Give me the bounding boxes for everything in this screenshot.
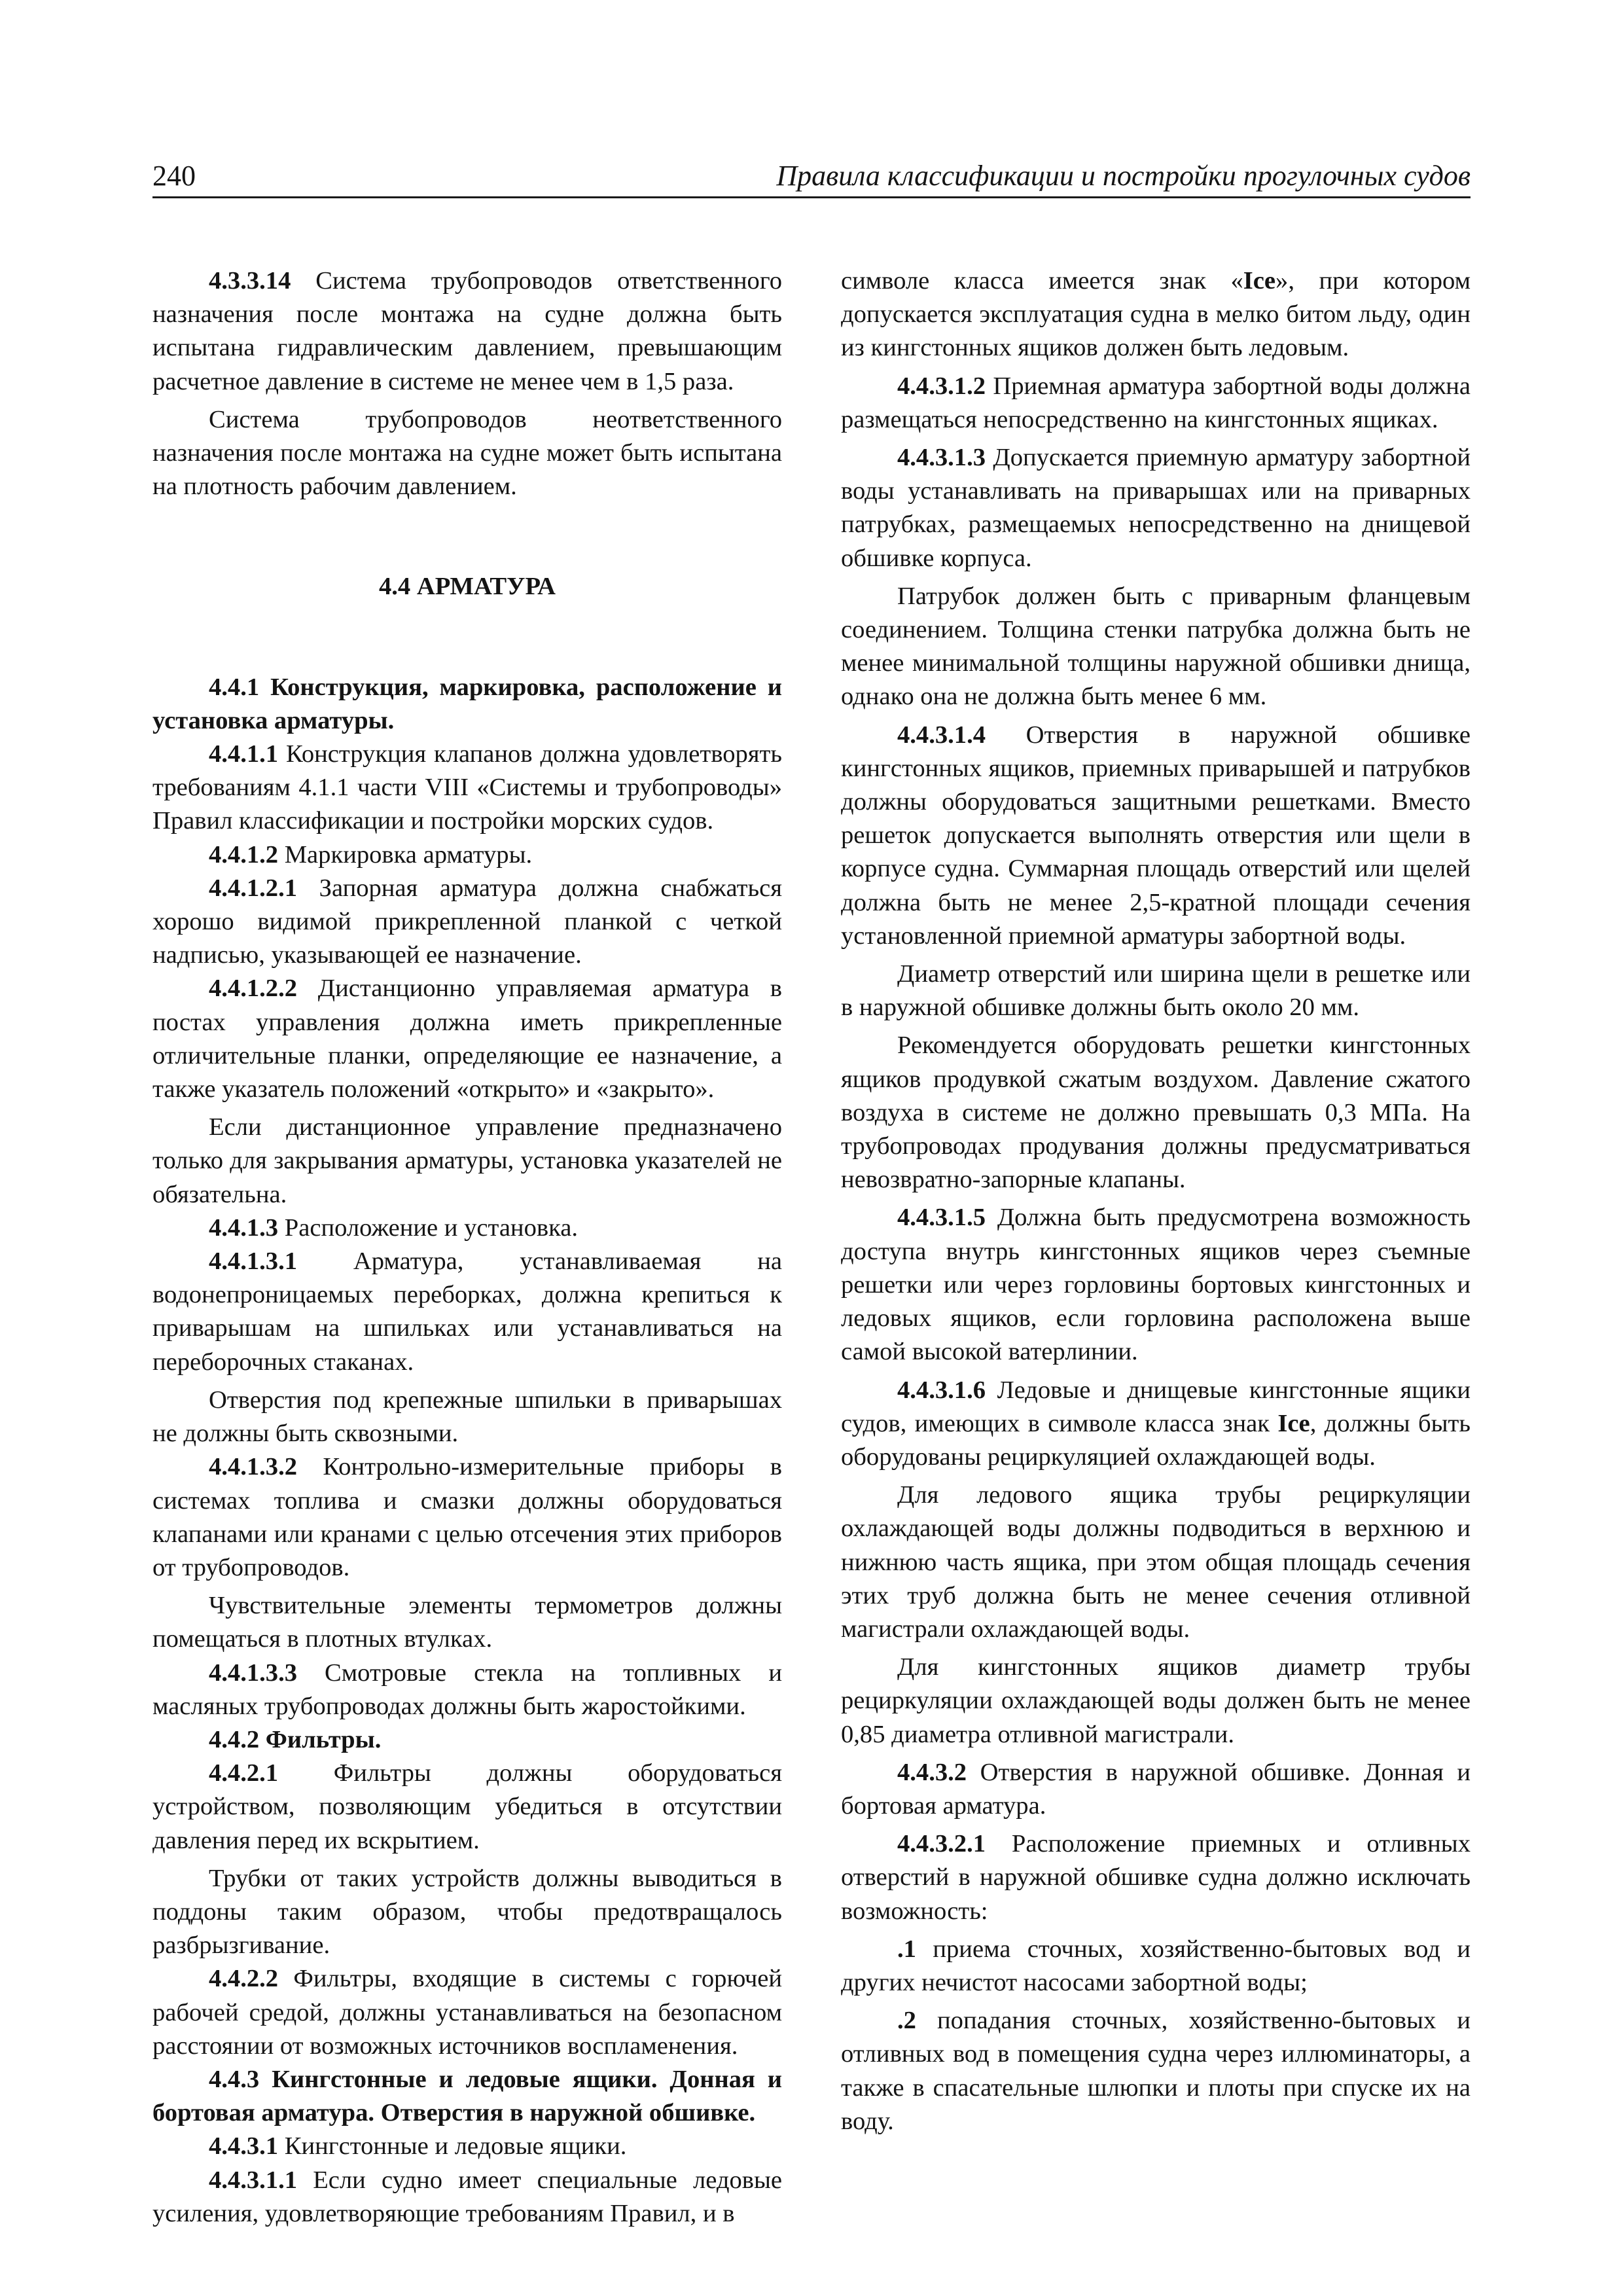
- clause-text: Если судно имеет специальные ледовые усиления, удовлетворяющие требованиям Правил, и в: [152, 2166, 782, 2227]
- paragraph: [152, 1384, 782, 1450]
- clause-4-4-2-1: [152, 1757, 782, 1857]
- list-item: [841, 2004, 1471, 2138]
- clause-text: Арматура, устанавливаемая на водонепроницаемых переборках, должна крепиться к приварышам на шпильках или устанавливаться на переборочных стаканах.: [152, 1247, 782, 1376]
- clause-number: 4.4.2.1: [209, 1759, 279, 1787]
- clause-text: Фильтры, входящие в системы с горючей рабочей средой, должны устанавливаться на безопасном расстоянии от возможных источников воспламенения.: [152, 1965, 782, 2060]
- clause-4-4-3-1: [152, 2130, 782, 2163]
- clause-4-4-1-1: [152, 738, 782, 838]
- clause-text: Отверстия в наружной обшивке кингстонных ящиков, приемных приварышей и патрубков должны оборудоваться защитными решетками. Вместо решеток допускается выполнять отверстия или щели в корпусе судна. Суммарная площадь отверстий или щелей должна быть не менее 2,5-кратной площади сечения установленной приемной арматуры забортной воды.: [841, 721, 1471, 950]
- paragraph: [152, 1589, 782, 1656]
- clause-4-4-3-1-6: [841, 1374, 1471, 1475]
- paragraph-text: Трубки от таких устройств должны выводиться в поддоны таким образом, чтобы предотвращалось разбрызгивание.: [152, 1864, 782, 1960]
- clause-4-4-3-1-1: [152, 2164, 782, 2231]
- page-header: [152, 157, 1471, 198]
- clause-number: 4.4.1.1: [209, 740, 279, 768]
- clause-4-4-2-2: [152, 1962, 782, 2063]
- paragraph-text: Для ледового ящика трубы рециркуляции охлаждающей воды должны подводиться в верхнюю и нижнюю часть ящика, при этом общая площадь сечения этих труб должна быть не менее сечения отливной магистрали охлаждающей воды.: [841, 1481, 1471, 1643]
- paragraph-text: Патрубок должен быть с приварным фланцевым соединением. Толщина стенки патрубка должна быть не менее минимальной толщины наружной обшивки днища, однако она не должна быть менее 6 мм.: [841, 582, 1471, 711]
- section-title: 4.4 АРМАТУРА: [379, 573, 556, 601]
- list-item-text: попадания сточных, хозяйственно-бытовых и отливных вод в помещения судна через иллюминаторы, а также в спасательные шлюпки и плоты при спуске их на воду.: [841, 2007, 1471, 2135]
- clause-number: 4.4.3.1.4: [897, 721, 986, 749]
- paragraph-text: Чувствительные элементы термометров должны помещаться в плотных втулках.: [152, 1592, 782, 1653]
- clause-4-4-1-3-3: [152, 1657, 782, 1723]
- paragraph: [841, 1651, 1471, 1751]
- clause-4-4-1-2-1: [152, 872, 782, 973]
- paragraph-text: Система трубопроводов неответственного назначения после монтажа на судне может быть испытана на плотность рабочим давлением.: [152, 405, 782, 501]
- clause-4-4-3-1-3: [841, 441, 1471, 575]
- clause-number: 4.4.3.1.1: [209, 2166, 298, 2194]
- clause-number: 4.3.3.14: [209, 267, 291, 295]
- clause-number: 4.4.1.3: [209, 1213, 279, 1242]
- clause-text: Приемная арматура забортной воды должна размещаться непосредственно на кингстонных ящиках.: [841, 372, 1471, 433]
- clause-text: Отверстия в наружной обшивке. Донная и бортовая арматура.: [841, 1758, 1471, 1820]
- ice-class-mark: Ice: [1277, 1409, 1310, 1437]
- paragraph: [841, 580, 1471, 714]
- paragraph-text: Рекомендуется оборудовать решетки кингстонных ящиков продувкой сжатым воздухом. Давление сжатого воздуха в системе не должно превышать 0,3 МПа. На трубопроводах продувания должны предусматриваться невозвратно-запорные клапаны.: [841, 1031, 1471, 1194]
- clause-number: 4.4.1.3.3: [209, 1659, 298, 1687]
- clause-4-4-3-2: [841, 1756, 1471, 1823]
- clause-number: 4.4.3.2.1: [897, 1830, 986, 1858]
- clause-number: 4.4.3.1.2: [897, 372, 986, 400]
- clause-4-4-1-2: [152, 838, 782, 872]
- clause-4-4-1-3: [152, 1211, 782, 1245]
- clause-text: Конструкция клапанов должна удовлетворять требованиям 4.1.1 части VIII «Системы и трубопроводы» Правил классификации и постройки морских судов.: [152, 740, 782, 835]
- clause-number: 4.4.3.1.6: [897, 1376, 986, 1404]
- clause-text: Должна быть предусмотрена возможность доступа внутрь кингстонных ящиков через съемные решетки или через горловины бортовых кингстонных и ледовых ящиков, если горловина расположена выше самой высокой ватерлинии.: [841, 1204, 1471, 1366]
- continued-paragraph: [841, 264, 1471, 365]
- clause-text: , должны быть оборудованы рециркуляцией охлаждающей воды.: [841, 1409, 1471, 1471]
- list-item-number: .2: [897, 2007, 916, 2035]
- paragraph: [841, 1029, 1471, 1196]
- clause-number: 4.4.1.2: [209, 840, 279, 869]
- clause-number: 4.4.3.2: [897, 1758, 967, 1786]
- clause-text: Расположение и установка.: [284, 1213, 579, 1242]
- clause-text: Контрольно-измерительные приборы в системах топлива и смазки должны оборудоваться клапанами или кранами с целью отсечения этих приборов от трубопроводов.: [152, 1453, 782, 1581]
- clause-number: 4.4.2.2: [209, 1965, 279, 1993]
- clause-4-4-3-1-4: [841, 719, 1471, 953]
- clause-4-3-3-14: [152, 264, 782, 399]
- clause-text: Кингстонные и ледовые ящики.: [284, 2132, 627, 2161]
- paragraph: [152, 1111, 782, 1211]
- ice-class-mark: Ice: [1243, 267, 1276, 295]
- page-number: 240: [152, 160, 196, 192]
- clause-text: Дистанционно управляемая арматура в постах управления должна иметь прикрепленные отличительные планки, определяющие ее назначение, а также указатель положений «открыто» и «закрыто».: [152, 975, 782, 1103]
- paragraph-text: Диаметр отверстий или ширина щели в решетке или в наружной обшивке должны быть около 20 мм.: [841, 960, 1471, 1022]
- paragraph-text: символе класса имеется знак «: [841, 267, 1243, 295]
- clause-number: 4.4.1.2.2: [209, 975, 298, 1003]
- paragraph: [152, 1862, 782, 1963]
- paragraph-text: », при котором допускается эксплуатация судна в мелко битом льду, один из кингстонных ящиков должен быть ледовым.: [841, 267, 1471, 362]
- paragraph-text: Для кингстонных ящиков диаметр трубы рециркуляции охлаждающей воды должен быть не менее 0,85 диаметра отливной магистрали.: [841, 1653, 1471, 1748]
- left-column: [152, 264, 782, 2231]
- clause-text: Расположение приемных и отливных отверстий в наружной обшивке судна должно исключать возможность:: [841, 1830, 1471, 1925]
- list-item-number: .1: [897, 1935, 916, 1963]
- clause-4-4-3-2-1: [841, 1827, 1471, 1928]
- clause-text: Маркировка арматуры.: [284, 840, 533, 869]
- clause-text: Смотровые стекла на топливных и масляных трубопроводах должны быть жаростойкими.: [152, 1659, 782, 1720]
- subsection-heading: 4.4.2 Фильтры.: [209, 1725, 382, 1753]
- clause-number: 4.4.3.1.3: [897, 444, 986, 472]
- clause-text: Фильтры должны оборудоваться устройством, позволяющим убедиться в отсутствии давления перед их вскрытием.: [152, 1759, 782, 1854]
- paragraph: [152, 403, 782, 504]
- right-column: [841, 264, 1471, 2138]
- paragraph: [841, 1479, 1471, 1646]
- paragraph-text: Отверстия под крепежные шпильки в приварышах не должны быть сквозными.: [152, 1386, 782, 1448]
- list-item: [841, 1933, 1471, 2000]
- clause-text: Запорная арматура должна снабжаться хорошо видимой прикрепленной планкой с четкой надписью, указывающей ее назначение.: [152, 874, 782, 969]
- clause-number: 4.4.1.2.1: [209, 874, 298, 902]
- subsection-heading: 4.4.1 Конструкция, маркировка, расположение и установка арматуры.: [152, 673, 782, 734]
- clause-4-4-3-1-5: [841, 1201, 1471, 1369]
- clause-text: Ледовые и днищевые кингстонные ящики судов, имеющих в символе класса знак: [841, 1376, 1471, 1437]
- clause-4-4-1-3-1: [152, 1245, 782, 1379]
- clause-number: 4.4.3.1.5: [897, 1204, 986, 1232]
- clause-4-4-3-1-2: [841, 370, 1471, 437]
- clause-4-4-1-2-2: [152, 972, 782, 1106]
- clause-text: Допускается приемную арматуру забортной воды устанавливать на приварышах или на приварных патрубках, размещаемых непосредственно на днищевой обшивке корпуса.: [841, 444, 1471, 572]
- subsection-heading: 4.4.3 Кингстонные и ледовые ящики. Донная и бортовая арматура. Отверстия в наружной обшивке.: [152, 2065, 782, 2127]
- clause-text: Система трубопроводов ответственного назначения после монтажа на судне должна быть испытана гидравлическим давлением, превышающим расчетное давление в системе не менее чем в 1,5 раза.: [152, 267, 782, 395]
- clause-number: 4.4.3.1: [209, 2132, 279, 2161]
- clause-number: 4.4.1.3.1: [209, 1247, 298, 1276]
- paragraph-text: Если дистанционное управление предназначено только для закрывания арматуры, установка указателей не обязательна.: [152, 1113, 782, 1208]
- running-title: Правила классификации и постройки прогулочных судов: [776, 160, 1471, 192]
- clause-4-4-1-3-2: [152, 1450, 782, 1585]
- clause-number: 4.4.1.3.2: [209, 1453, 298, 1481]
- list-item-text: приема сточных, хозяйственно-бытовых вод и других нечистот насосами забортной воды;: [841, 1935, 1471, 1996]
- paragraph: [841, 958, 1471, 1024]
